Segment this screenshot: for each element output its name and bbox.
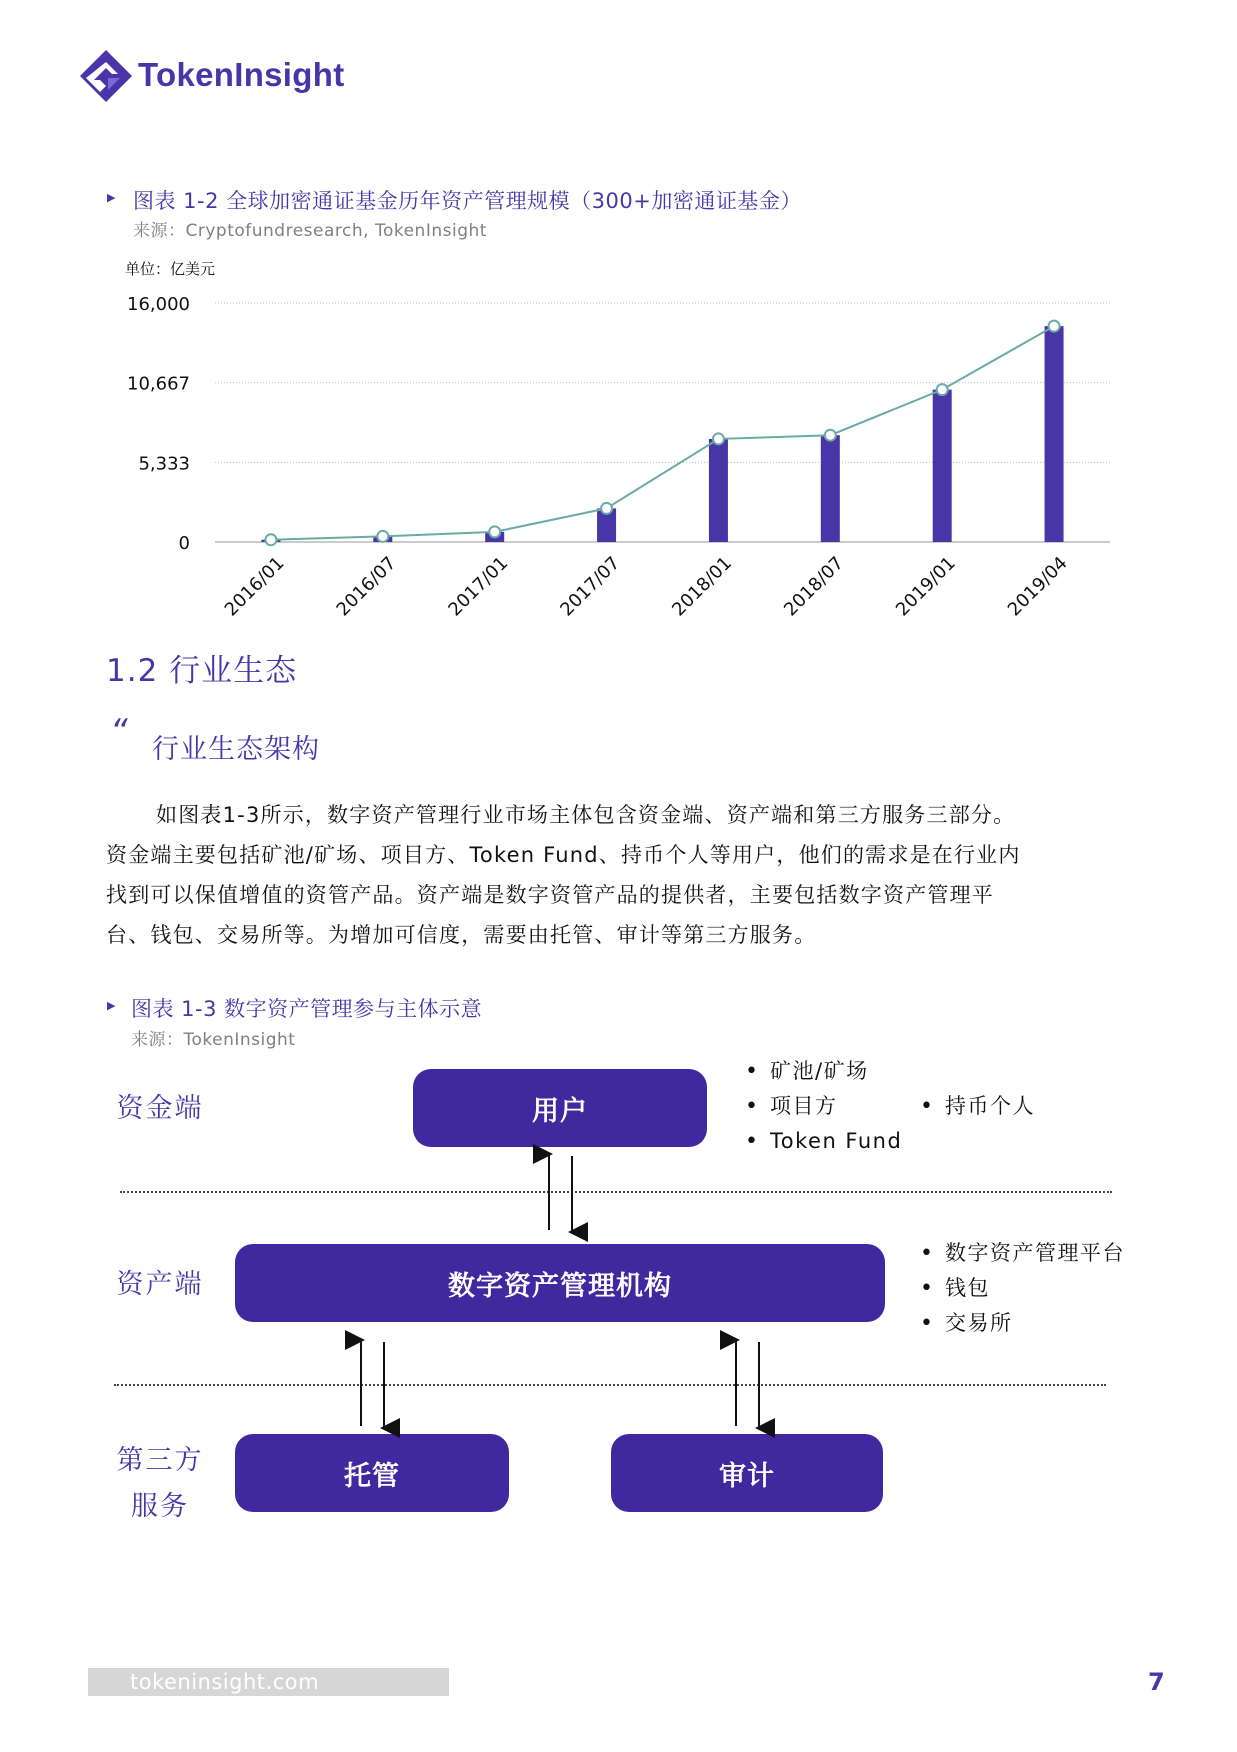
box-audit: 审计 — [611, 1434, 883, 1512]
user-type-list-2 — [920, 1089, 1035, 1124]
header-logo — [78, 48, 378, 104]
tier-label-funding: 资金端 — [116, 1093, 204, 1124]
list-item: • 矿池/矿场 — [745, 1054, 902, 1089]
figure3-source: 来源：TokenInsight — [131, 1030, 296, 1050]
section-subheading: 行业生态架构 — [152, 734, 320, 765]
aum-bar-chart — [0, 270, 1237, 640]
box-asset-institution: 数字资产管理机构 — [235, 1244, 885, 1322]
y-tick-label: 10,667 — [127, 373, 190, 395]
tier-label-third-party — [100, 1438, 220, 1530]
figure2-source: 来源：Cryptofundresearch, TokenInsight — [133, 221, 487, 241]
bar — [709, 439, 728, 542]
y-tick-label: 5,333 — [138, 453, 190, 475]
data-point — [601, 503, 612, 514]
x-tick-label: 2016/01 — [220, 552, 289, 621]
bar — [1045, 326, 1064, 542]
paragraph-line: 找到可以保值增值的资管产品。资产端是数字资管产品的提供者，主要包括数字资产管理平 — [106, 883, 994, 907]
bar — [821, 435, 840, 542]
list-item: • 项目方 — [745, 1089, 902, 1124]
section-heading: 1.2 行业生态 — [106, 653, 298, 689]
box-user: 用户 — [413, 1069, 707, 1147]
figure2-title: 图表 1-2 全球加密通证基金历年资产管理规模（300+加密通证基金） — [133, 189, 802, 213]
box-custody: 托管 — [235, 1434, 509, 1512]
chart-unit-label: 单位：亿美元 — [125, 260, 216, 278]
page-number: 7 — [1148, 1668, 1165, 1696]
figure3-title: 图表 1-3 数字资产管理参与主体示意 — [131, 997, 483, 1021]
body-paragraph — [106, 795, 1146, 955]
x-tick-label: 2016/07 — [332, 552, 401, 621]
figure2-marker-icon: ▶ — [107, 191, 116, 204]
quote-mark-icon: “ — [110, 712, 128, 752]
footer-website: tokeninsight.com — [88, 1668, 449, 1696]
tier-divider-bottom — [114, 1384, 1106, 1386]
tier-label-third-line2: 服务 — [131, 1491, 189, 1522]
list-item: • Token Fund — [745, 1124, 902, 1159]
list-item: • 交易所 — [920, 1306, 1125, 1341]
paragraph-line: 台、钱包、交易所等。为增加可信度，需要由托管、审计等第三方服务。 — [106, 923, 817, 947]
paragraph-line: 如图表1-3所示，数字资产管理行业市场主体包含资金端、资产端和第三方服务三部分。 — [156, 803, 1016, 827]
x-tick-label: 2017/01 — [444, 552, 513, 621]
y-tick-label: 0 — [178, 533, 190, 554]
y-tick-label: 16,000 — [127, 294, 190, 315]
bar — [933, 390, 952, 542]
tokeninsight-logo-icon — [78, 48, 134, 104]
data-point — [377, 531, 388, 542]
list-item: • 持币个人 — [920, 1089, 1035, 1124]
data-point — [825, 430, 836, 441]
tier-divider-top — [120, 1191, 1112, 1193]
data-point — [265, 534, 276, 545]
asset-type-list — [920, 1236, 1125, 1341]
list-item: • 钱包 — [920, 1271, 1125, 1306]
tier-label-asset: 资产端 — [116, 1269, 204, 1300]
data-point — [937, 384, 948, 395]
x-tick-label: 2019/01 — [891, 552, 960, 621]
data-point — [1049, 321, 1060, 332]
x-tick-label: 2018/01 — [668, 552, 736, 621]
data-point — [713, 433, 724, 444]
logo-wordmark: TokenInsight — [138, 56, 345, 93]
tier-label-third-line1: 第三方 — [116, 1445, 204, 1476]
arrow-pair-user-institution — [549, 1154, 572, 1232]
paragraph-line: 资金端主要包括矿池/矿场、项目方、Token Fund、持币个人等用户，他们的需求是在行业内 — [106, 843, 1021, 867]
data-point — [489, 526, 500, 537]
x-tick-label: 2018/07 — [780, 552, 848, 621]
user-type-list — [745, 1054, 902, 1159]
x-tick-label: 2017/07 — [556, 552, 625, 621]
x-tick-label: 2019/04 — [1003, 552, 1072, 621]
figure3-marker-icon: ▶ — [107, 999, 116, 1012]
list-item: • 数字资产管理平台 — [920, 1236, 1125, 1271]
